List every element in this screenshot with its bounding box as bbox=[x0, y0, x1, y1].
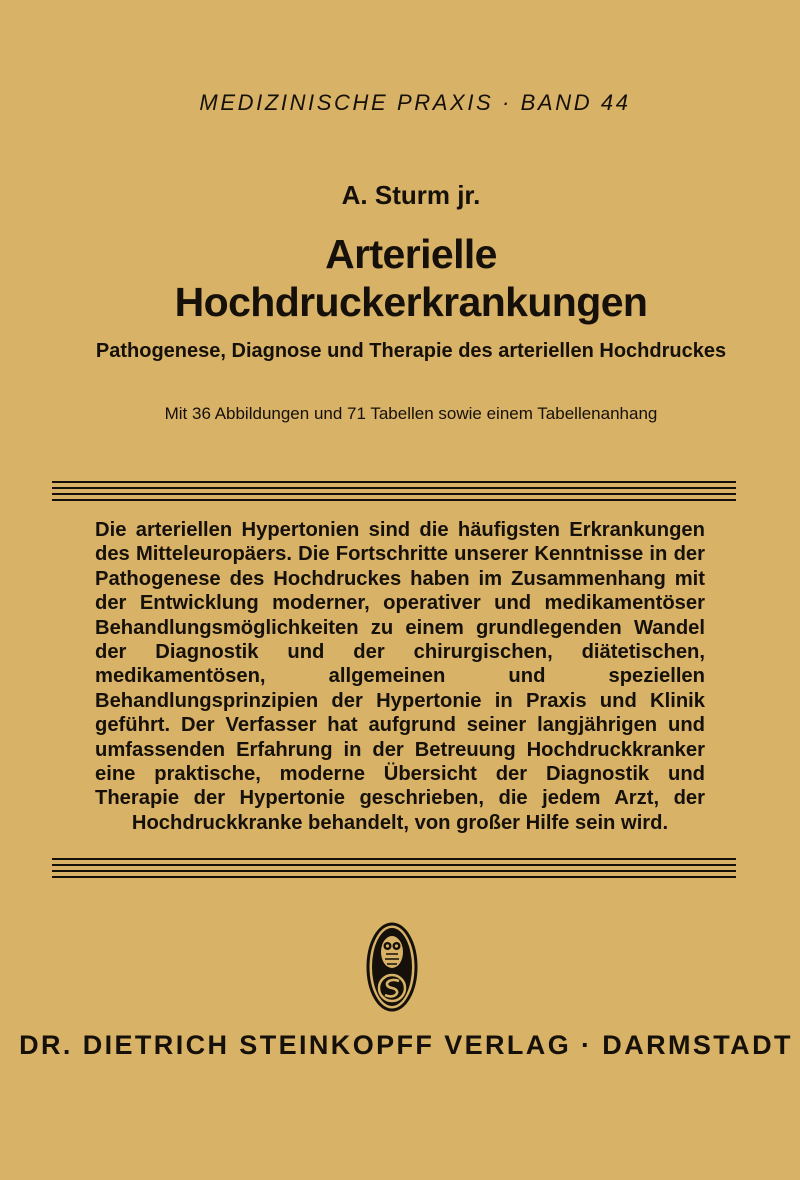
title-line-2: Hochdruckerkrankungen bbox=[174, 279, 648, 325]
owl-logo-icon bbox=[366, 922, 418, 1012]
author-name: A. Sturm jr. bbox=[341, 180, 481, 210]
book-title bbox=[0, 230, 800, 326]
book-subtitle: Pathogenese, Diagnose und Therapie des arteriellen Hochdruckes bbox=[95, 340, 727, 362]
bottom-rule-divider bbox=[52, 858, 736, 884]
top-rule-divider bbox=[52, 481, 736, 507]
illustrations-note: Mit 36 Abbildungen und 71 Tabellen sowie einem Tabellenanhang bbox=[164, 404, 658, 423]
title-line-1: Arterielle bbox=[325, 231, 497, 277]
publisher-name: DR. DIETRICH STEINKOPFF VERLAG · DARMSTADT bbox=[19, 1030, 793, 1060]
blurb-text: Die arteriellen Hypertonien sind die häufigsten Erkrankungen des Mitteleuropäers. Die Fortschritte unserer Kenntnisse in der Pathogenese des Hochdruckes haben im Zusammenhang mit der Entwicklung moderner, operativer und medikamentöser Behandlungsmöglichkeiten zu einem grundlegenden Wandel der Diagnostik und der chirurgischen, diätetischen, medikamentösen, allgemeinen und speziellen Behandlungsprinzipien der Hypertonie in Praxis und Klinik geführt. Der Verfasser hat aufgrund seiner langjährigen und umfassenden Erfahrung in der Betreuung Hochdruckkranker eine praktische, moderne Übersicht der Diagnostik und Therapie der Hypertonie geschrieben, die jedem Arzt, der Hochdruckkranke behandelt, von großer Hilfe sein wird. bbox=[95, 519, 705, 834]
series-title: MEDIZINISCHE PRAXIS · BAND 44 bbox=[199, 90, 631, 115]
